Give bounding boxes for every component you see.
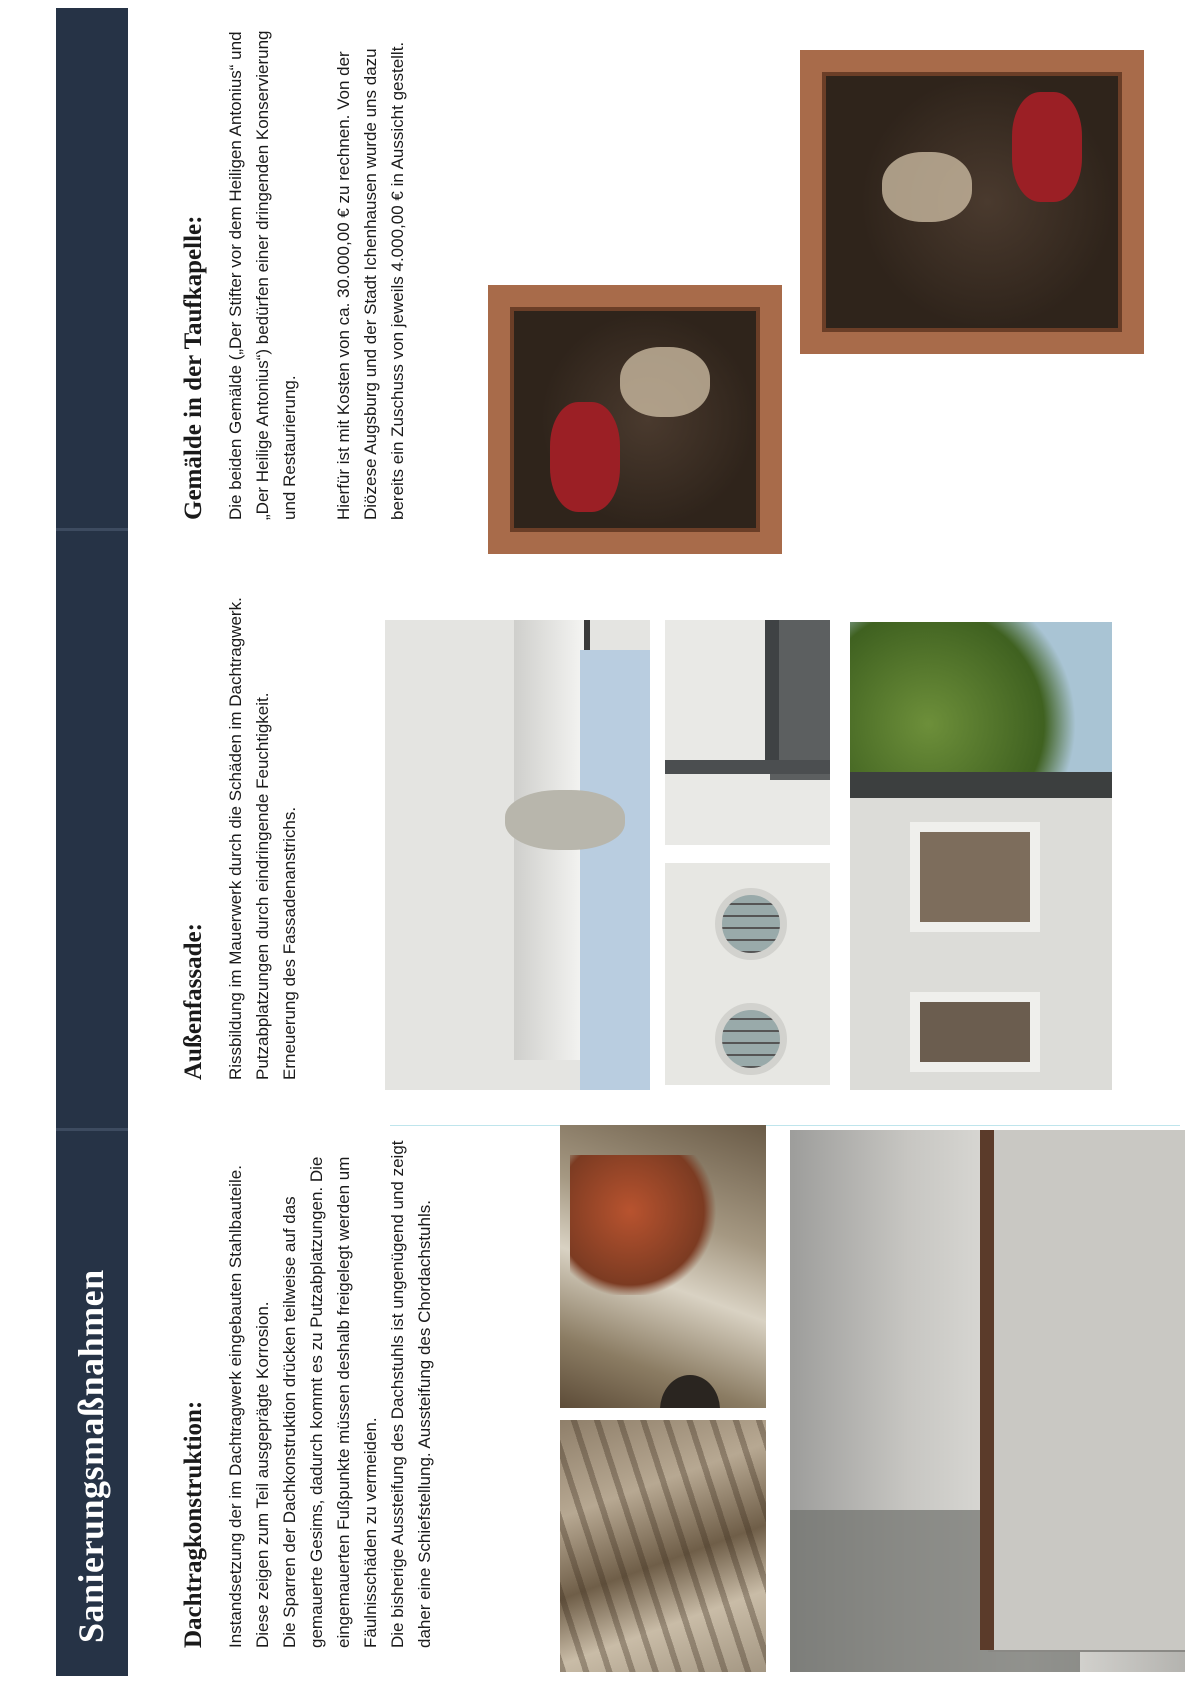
fold-mark	[56, 1128, 128, 1131]
photo-facade-cracks	[385, 620, 650, 1090]
photo-gutter	[665, 620, 830, 845]
photo-painting-antonius	[800, 50, 1144, 354]
page-title: Sanierungsmaßnahmen	[71, 1269, 111, 1643]
photo-roof-beam	[560, 1420, 766, 1672]
paragraph: Die beiden Gemälde („Der Stifter vor dem Heiligen Antonius“ und „Der Heilige Antonius“) bedürfen einer dringenden Konservierung und Restaurierung.	[226, 30, 299, 520]
paragraph: Instandsetzung der im Dachtragwerk eingebauten Stahlbauteile. Diese zeigen zum Teil ausgeprägte Korrosion.	[226, 1165, 272, 1648]
photo-cornice-concrete	[790, 1130, 1185, 1672]
paragraph: Rissbildung im Mauerwerk durch die Schäden im Dachtragwerk.	[226, 597, 245, 1080]
paragraph: Erneuerung des Fassadenanstrichs.	[280, 806, 299, 1080]
section-title: Außenfassade:	[180, 923, 207, 1080]
paragraph: Die bisherige Aussteifung des Dachstuhls ist ungenügend und zeigt daher eine Schiefstellung. Aussteifung des Chordachstuhls.	[388, 1140, 434, 1648]
paragraph: Die Sparren der Dachkonstruktion drücken teilweise auf das gemauerte Gesims, dadurch kommt es zu Putzabplatzungen. Die eingemauerten Fußpunkte müssen deshalb freigelegt werden um Fäulnisschäden zu vermeiden.	[280, 1156, 380, 1648]
header-bar	[56, 8, 128, 1676]
photo-facade-windows	[850, 622, 1112, 1090]
section-aussenfassade	[180, 560, 303, 1080]
section-dachtragkonstruktion	[180, 1118, 438, 1648]
section-title: Dachtragkonstruktion:	[180, 1400, 207, 1648]
section-title: Gemälde in der Taufkapelle:	[180, 215, 207, 520]
photo-rusty-steel	[560, 1125, 766, 1408]
paragraph: Putzabplatzungen durch eindringende Feuchtigkeit.	[253, 692, 272, 1080]
section-taufkapelle	[180, 20, 411, 520]
photo-round-windows	[665, 863, 830, 1085]
fold-mark	[56, 528, 128, 531]
divider	[390, 1125, 1180, 1126]
paragraph: Hierfür ist mit Kosten von ca. 30.000,00 € zu rechnen. Von der Diözese Augsburg und der Stadt Ichenhausen wurde uns dazu bereits ein Zuschuss von jeweils 4.000,00 € in Aussicht gestellt.	[334, 41, 407, 520]
photo-painting-stifter	[488, 285, 782, 554]
